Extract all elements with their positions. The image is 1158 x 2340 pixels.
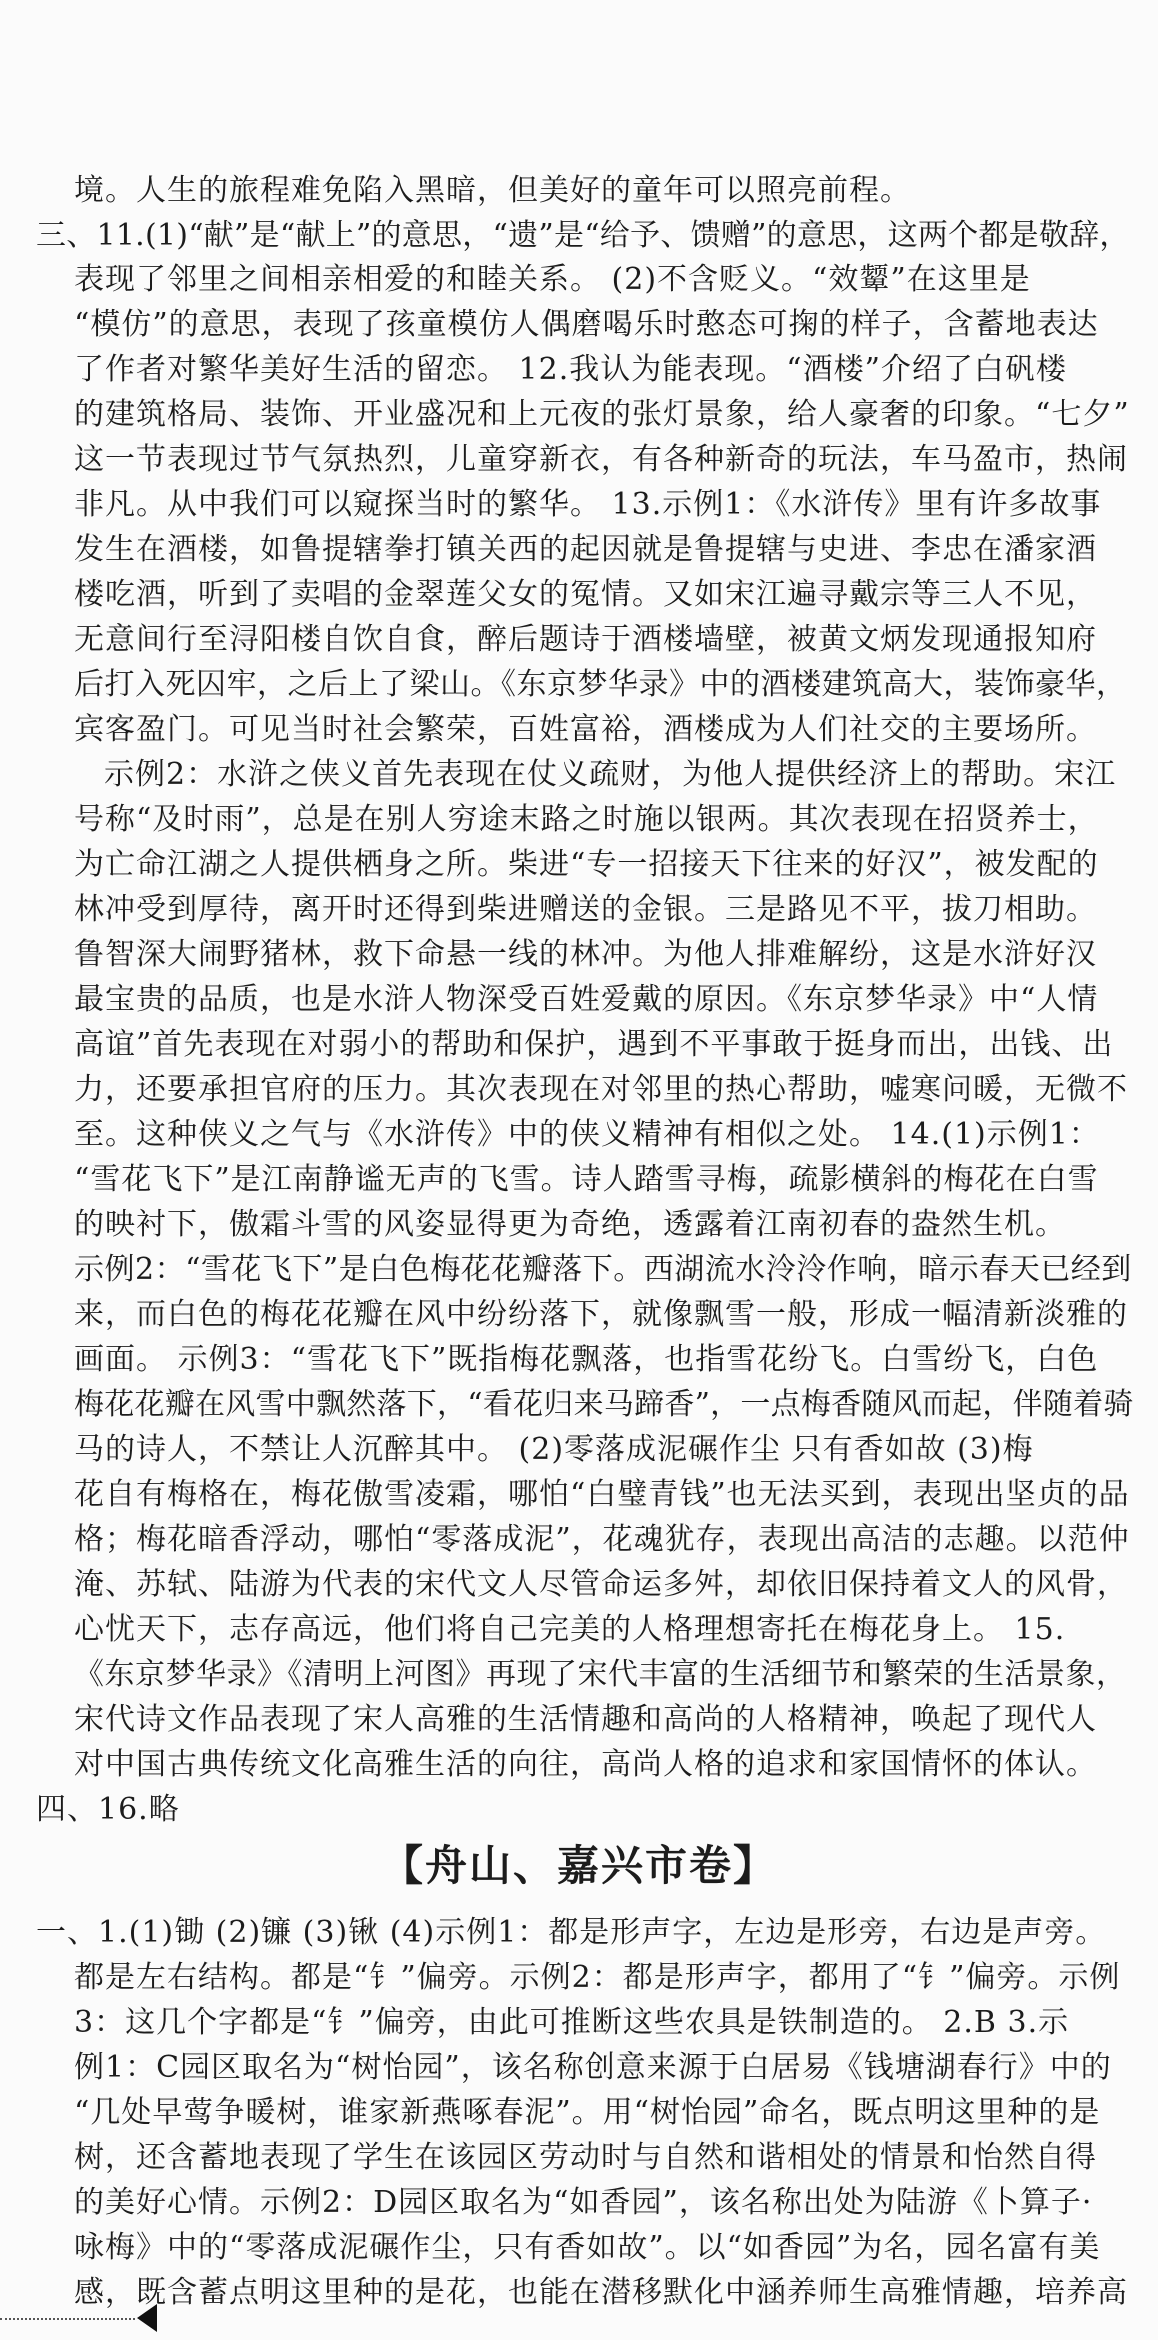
text-line: “雪花飞下”是江南静谧无声的飞雪。诗人踏雪寻梅，疏影横斜的梅花在白雪 bbox=[74, 1162, 1099, 1197]
text-line: 表现了邻里之间相亲相爱的和睦关系。 (2)不含贬义。“效颦”在这里是 bbox=[74, 262, 1031, 297]
text-line: 咏梅》中的“零落成泥碾作尘，只有香如故”。以“如香园”为名，园名富有美 bbox=[74, 2230, 1101, 2265]
text-line: 画面。 示例3：“雪花飞下”既指梅花飘落，也指雪花纷飞。白雪纷飞，白色 bbox=[74, 1342, 1099, 1377]
text-line: 3：这几个字都是“钅”偏旁，由此可推断这些农具是铁制造的。 2.B 3.示 bbox=[74, 2005, 1070, 2040]
text-line: 号称“及时雨”，总是在别人穷途末路之时施以银两。其次表现在招贤养士， bbox=[74, 802, 1099, 837]
text-line: 感，既含蓄点明这里种的是花，也能在潜移默化中涵养师生高雅情趣，培养高 bbox=[74, 2275, 1128, 2310]
text-line: “模仿”的意思，表现了孩童模仿人偶磨喝乐时憨态可掬的样子，含蓄地表达 bbox=[74, 307, 1099, 342]
text-line: 的美好心情。示例2：D园区取名为“如香园”，该名称出处为陆游《卜算子· bbox=[74, 2185, 1093, 2220]
text-line: 至。这种侠义之气与《水浒传》中的侠义精神有相似之处。 14.(1)示例1： bbox=[74, 1117, 1100, 1152]
text-line: 无意间行至浔阳楼自饮自食，醉后题诗于酒楼墙壁，被黄文炳发现通报知府 bbox=[74, 622, 1097, 657]
footer-dotted-rule bbox=[0, 2318, 135, 2320]
text-line: 例1：C园区取名为“树怡园”，该名称创意来源于白居易《钱塘湖春行》中的 bbox=[74, 2050, 1112, 2085]
left-arrow-icon bbox=[137, 2304, 157, 2332]
text-line: 马的诗人，不禁让人沉醉其中。 (2)零落成泥碾作尘 只有香如故 (3)梅 bbox=[74, 1432, 1034, 1467]
text-line: 非凡。从中我们可以窥探当时的繁华。 13.示例1：《水浒传》里有许多故事 bbox=[74, 487, 1102, 522]
text-line: 梅花花瓣在风雪中飘然落下，“看花归来马蹄香”，一点梅香随风而起，伴随着骑 bbox=[74, 1387, 1134, 1422]
text-line: 都是左右结构。都是“钅”偏旁。示例2：都是形声字，都用了“钅”偏旁。示例 bbox=[74, 1960, 1121, 1995]
text-line: 一、1.(1)锄 (2)镰 (3)锹 (4)示例1：都是形声字，左边是形旁，右边是声旁。 bbox=[36, 1915, 1107, 1950]
text-line: 树，还含蓄地表现了学生在该园区劳动时与自然和谐相处的情景和怡然自得 bbox=[74, 2140, 1097, 2175]
text-line: 格；梅花暗香浮动，哪怕“零落成泥”，花魂犹存，表现出高洁的志趣。以范仲 bbox=[74, 1522, 1130, 1557]
text-line: 宾客盈门。可见当时社会繁荣，百姓富裕，酒楼成为人们社交的主要场所。 bbox=[74, 712, 1097, 747]
text-line: 《东京梦华录》《清明上河图》再现了宋代丰富的生活细节和繁荣的生活景象， bbox=[74, 1657, 1127, 1692]
text-line: 淹、苏轼、陆游为代表的宋代文人尽管命运多舛，却依旧保持着文人的风骨， bbox=[74, 1567, 1128, 1602]
text-line: 鲁智深大闹野猪林，救下命悬一线的林冲。为他人排难解纷，这是水浒好汉 bbox=[74, 937, 1097, 972]
text-line: 的映衬下，傲霜斗雪的风姿显得更为奇绝，透露着江南初春的盎然生机。 bbox=[74, 1207, 1066, 1242]
text-line: 了作者对繁华美好生活的留恋。 12.我认为能表现。“酒楼”介绍了白矾楼 bbox=[74, 352, 1067, 387]
text-line: 楼吃酒，听到了卖唱的金翠莲父女的冤情。又如宋江遍寻戴宗等三人不见， bbox=[74, 577, 1097, 612]
text-line: 对中国古典传统文化高雅生活的向往，高尚人格的追求和家国情怀的体认。 bbox=[74, 1747, 1097, 1782]
text-line: 示例2：水浒之侠义首先表现在仗义疏财，为他人提供经济上的帮助。宋江 bbox=[104, 757, 1117, 792]
text-line: 境。人生的旅程难免陷入黑暗，但美好的童年可以照亮前程。 bbox=[74, 173, 911, 208]
text-line: 后打入死囚牢，之后上了梁山。《东京梦华录》中的酒楼建筑高大，装饰豪华， bbox=[74, 667, 1127, 702]
text-line: 来，而白色的梅花花瓣在风中纷纷落下，就像飘雪一般，形成一幅清新淡雅的 bbox=[74, 1297, 1128, 1332]
text-line: 为亡命江湖之人提供栖身之所。柴进“专一招接天下往来的好汉”，被发配的 bbox=[74, 847, 1099, 882]
text-line: 林冲受到厚待，离开时还得到柴进赠送的金银。三是路见不平，拔刀相助。 bbox=[74, 892, 1097, 927]
text-line: 力，还要承担官府的压力。其次表现在对邻里的热心帮助，嘘寒问暖，无微不 bbox=[74, 1072, 1128, 1107]
text-line: 心忧天下，志存高远，他们将自己完美的人格理想寄托在梅花身上。 15. bbox=[74, 1612, 1066, 1647]
text-line: 高谊”首先表现在对弱小的帮助和保护，遇到不平事敢于挺身而出，出钱、出 bbox=[74, 1027, 1114, 1062]
section-heading: 【舟山、嘉兴市卷】 bbox=[380, 1841, 777, 1890]
text-line: 三、11.(1)“献”是“献上”的意思，“遗”是“给予、馈赠”的意思，这两个都是敬辞， bbox=[36, 218, 1130, 253]
text-line: 这一节表现过节气氛热烈，儿童穿新衣，有各种新奇的玩法，车马盈市，热闹 bbox=[74, 442, 1128, 477]
text-line: 花自有梅格在，梅花傲雪凌霜，哪怕“白璧青钱”也无法买到，表现出坚贞的品 bbox=[74, 1477, 1130, 1512]
text-line: 发生在酒楼，如鲁提辖拳打镇关西的起因就是鲁提辖与史进、李忠在潘家酒 bbox=[74, 532, 1097, 567]
text-line: “几处早莺争暖树，谁家新燕啄春泥”。用“树怡园”命名，既点明这里种的是 bbox=[74, 2095, 1101, 2130]
text-line: 示例2：“雪花飞下”是白色梅花花瓣落下。西湖流水泠泠作响，暗示春天已经到 bbox=[74, 1252, 1132, 1287]
text-line: 四、16.略 bbox=[36, 1792, 180, 1827]
text-line: 宋代诗文作品表现了宋人高雅的生活情趣和高尚的人格精神，唤起了现代人 bbox=[74, 1702, 1097, 1737]
text-line: 的建筑格局、装饰、开业盛况和上元夜的张灯景象，给人豪奢的印象。“七夕” bbox=[74, 397, 1130, 432]
text-line: 最宝贵的品质，也是水浒人物深受百姓爱戴的原因。《东京梦华录》中“人情 bbox=[74, 982, 1099, 1017]
